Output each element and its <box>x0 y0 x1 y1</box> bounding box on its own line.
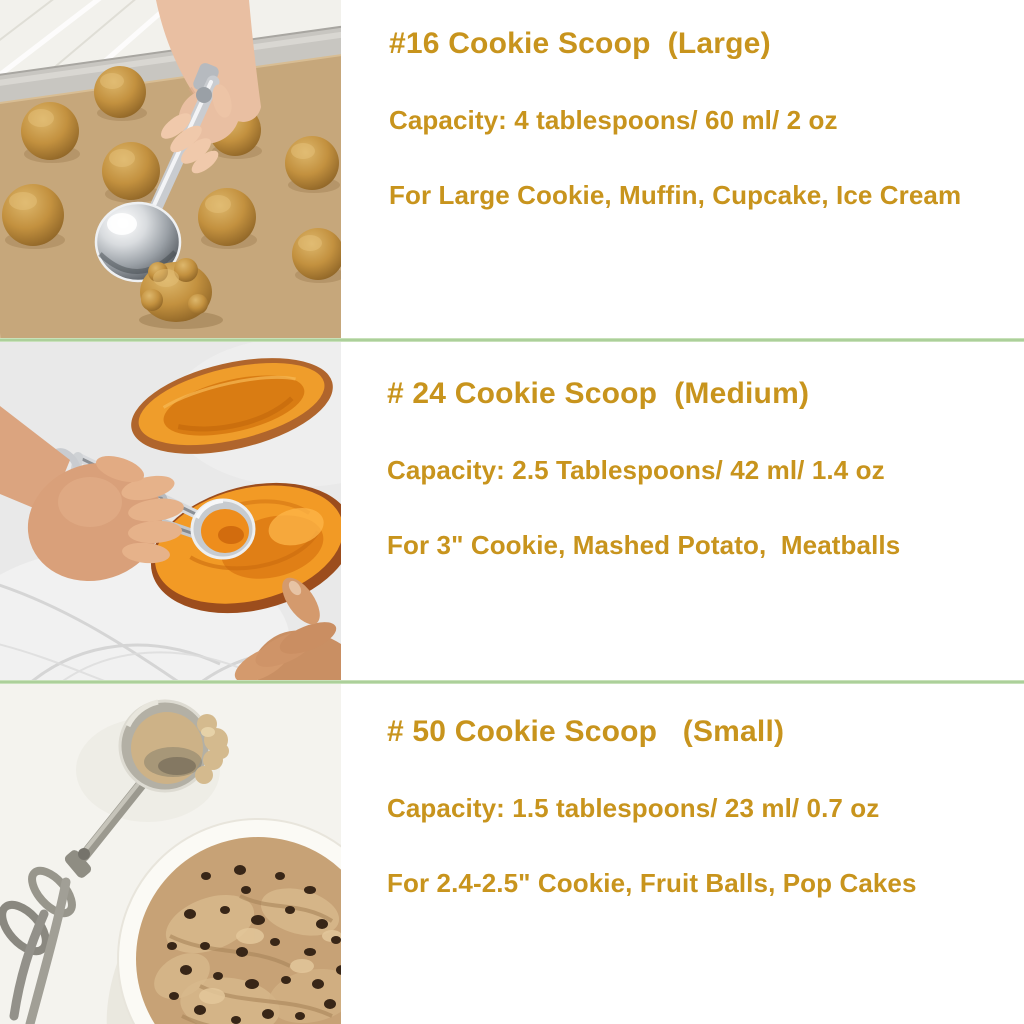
uses-text: For Large Cookie, Muffin, Cupcake, Ice Cream <box>389 180 962 211</box>
photo-small-scoop <box>0 684 341 1024</box>
section-heading: # 24 Cookie Scoop (Medium) <box>387 377 810 410</box>
photo-large-scoop <box>0 0 341 338</box>
baking-sheet-photo-illustration <box>0 0 341 338</box>
section-heading: #16 Cookie Scoop (Large) <box>389 27 771 60</box>
sweet-potato-photo-illustration <box>0 342 341 680</box>
section-large-scoop <box>0 0 1024 338</box>
section-heading: # 50 Cookie Scoop (Small) <box>387 715 785 748</box>
cookie-dough-bowl-photo-illustration <box>0 684 341 1024</box>
text-panel-small <box>341 684 1024 1024</box>
capacity-text: Capacity: 1.5 tablespoons/ 23 ml/ 0.7 oz <box>387 793 880 824</box>
scoop-bowl-medium <box>192 500 254 558</box>
uses-text: For 3" Cookie, Mashed Potato, Meatballs <box>387 530 901 561</box>
section-small-scoop <box>0 684 1024 1024</box>
section-medium-scoop <box>0 342 1024 680</box>
capacity-text: Capacity: 4 tablespoons/ 60 ml/ 2 oz <box>389 105 838 136</box>
capacity-text: Capacity: 2.5 Tablespoons/ 42 ml/ 1.4 oz <box>387 455 885 486</box>
text-panel-large <box>341 0 1024 338</box>
uses-text: For 2.4-2.5" Cookie, Fruit Balls, Pop Cakes <box>387 868 917 899</box>
photo-medium-scoop <box>0 342 341 680</box>
text-panel-medium <box>341 342 1024 680</box>
